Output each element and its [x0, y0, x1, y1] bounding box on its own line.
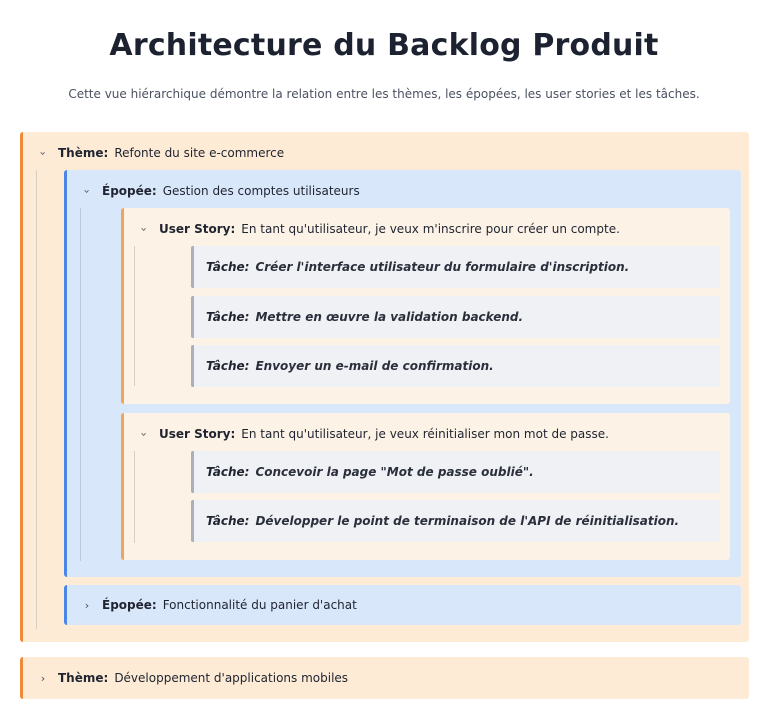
epic-label: Épopée:: [102, 184, 157, 198]
task-label: Tâche:: [206, 260, 250, 274]
story-label: User Story:: [159, 222, 236, 236]
task-node[interactable]: [191, 500, 720, 542]
tree-guide-line: [134, 246, 135, 386]
chevron-down-icon[interactable]: ›: [137, 431, 151, 437]
story-node: [121, 413, 730, 560]
story-header[interactable]: [137, 424, 609, 444]
theme-node: [20, 132, 749, 642]
epic-header[interactable]: [80, 595, 357, 615]
epic-label: Épopée:: [102, 598, 157, 612]
theme-title: Développement d'applications mobiles: [114, 671, 349, 685]
task-label: Tâche:: [206, 359, 250, 373]
page-subtitle: Cette vue hiérarchique démontre la relation entre les thèmes, les épopées, les user stories et les tâches.: [68, 87, 700, 101]
theme-node[interactable]: [20, 657, 749, 699]
story-label: User Story:: [159, 427, 236, 441]
epic-title: Gestion des comptes utilisateurs: [162, 184, 360, 198]
epic-header[interactable]: [80, 181, 360, 201]
theme-title: Refonte du site e-commerce: [114, 146, 285, 160]
theme-header[interactable]: [36, 668, 348, 688]
chevron-down-icon[interactable]: ›: [80, 188, 94, 194]
chevron-down-icon[interactable]: ›: [36, 150, 50, 156]
tree-guide-line: [36, 170, 37, 629]
task-label: Tâche:: [206, 310, 250, 324]
theme-label: Thème:: [58, 671, 109, 685]
chevron-down-icon[interactable]: ›: [137, 226, 151, 232]
story-node: [121, 208, 730, 404]
epic-title: Fonctionnalité du panier d'achat: [162, 598, 357, 612]
epic-node[interactable]: [64, 585, 741, 625]
task-label: Tâche:: [206, 514, 250, 528]
task-title: Développer le point de terminaison de l'API de réinitialisation.: [255, 514, 680, 528]
chevron-right-icon[interactable]: ›: [40, 671, 46, 685]
task-node[interactable]: [191, 296, 720, 338]
task-label: Tâche:: [206, 465, 250, 479]
task-node[interactable]: [191, 451, 720, 493]
task-title: Mettre en œuvre la validation backend.: [255, 310, 524, 324]
chevron-right-icon[interactable]: ›: [84, 598, 90, 612]
task-title: Créer l'interface utilisateur du formulaire d'inscription.: [255, 260, 630, 274]
story-header[interactable]: [137, 219, 620, 239]
tree-guide-line: [80, 208, 81, 561]
tree-guide-line: [134, 451, 135, 543]
task-title: Concevoir la page "Mot de passe oublié".: [255, 465, 534, 479]
theme-label: Thème:: [58, 146, 109, 160]
theme-header[interactable]: [36, 143, 284, 163]
epic-node: [64, 170, 741, 577]
page-title: Architecture du Backlog Produit: [109, 28, 659, 63]
task-node[interactable]: [191, 345, 720, 387]
task-node[interactable]: [191, 246, 720, 288]
task-title: Envoyer un e-mail de confirmation.: [255, 359, 494, 373]
story-title: En tant qu'utilisateur, je veux réinitialiser mon mot de passe.: [241, 427, 609, 441]
story-title: En tant qu'utilisateur, je veux m'inscrire pour créer un compte.: [241, 222, 620, 236]
